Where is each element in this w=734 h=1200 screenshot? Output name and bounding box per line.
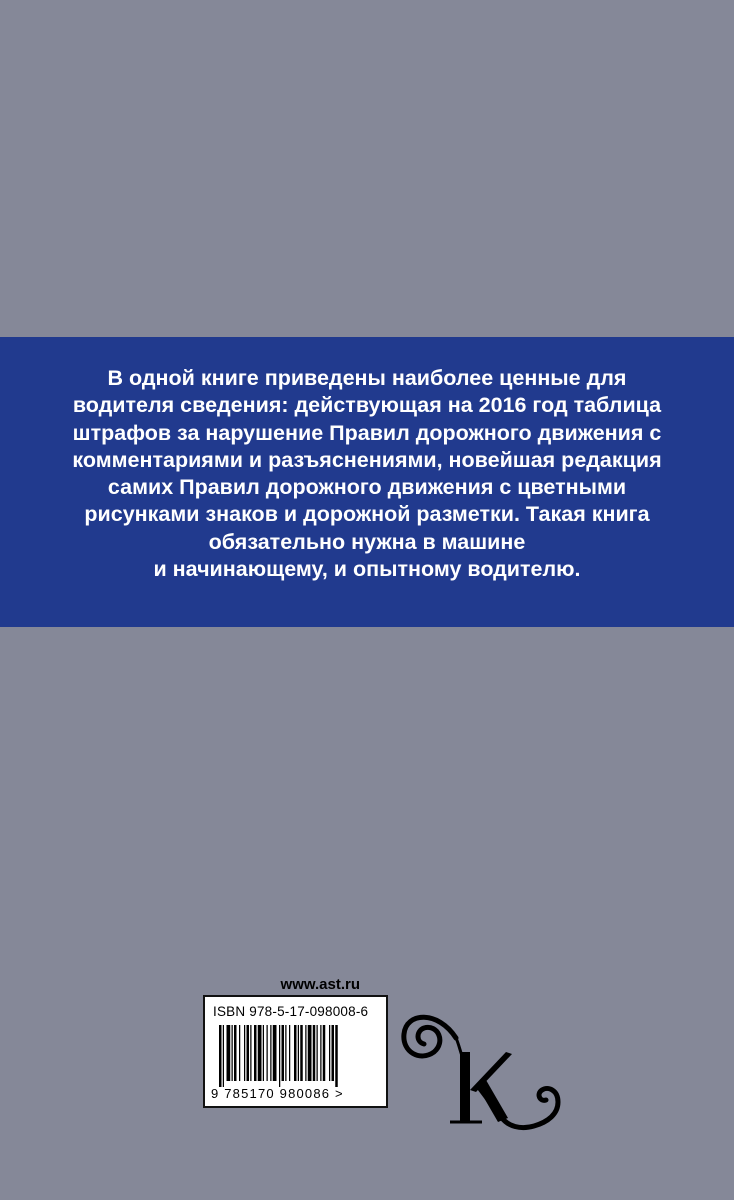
description-line: В одной книге приведены наиболее ценные для — [107, 366, 627, 390]
description-line: водителя сведения: действующая на 2016 год таблица — [72, 393, 662, 418]
isbn-barcode — [203, 995, 388, 1108]
description-line: самих Правил дорожного движения с цветными — [107, 475, 627, 500]
description-line: и начинающему, и опытному водителю. — [153, 557, 581, 582]
description-line: рисунками знаков и дорожной разметки. Такая книга — [84, 502, 650, 527]
description-line: комментариями и разъяснениями, новейшая редакция — [72, 447, 662, 472]
description-line: штрафов за нарушение Правил дорожного движения с — [72, 420, 662, 445]
description-line: обязательно нужна в машине — [208, 529, 526, 554]
publisher-k-logo — [398, 990, 588, 1140]
ean-digits: 9 785170 980086 > — [211, 1086, 344, 1101]
barcode-bars — [219, 1025, 379, 1087]
publisher-website: www.ast.ru — [280, 976, 360, 993]
isbn-label: ISBN 978-5-17-098008-6 — [213, 1004, 369, 1019]
annotation-band — [0, 337, 734, 627]
book-description — [40, 365, 694, 583]
